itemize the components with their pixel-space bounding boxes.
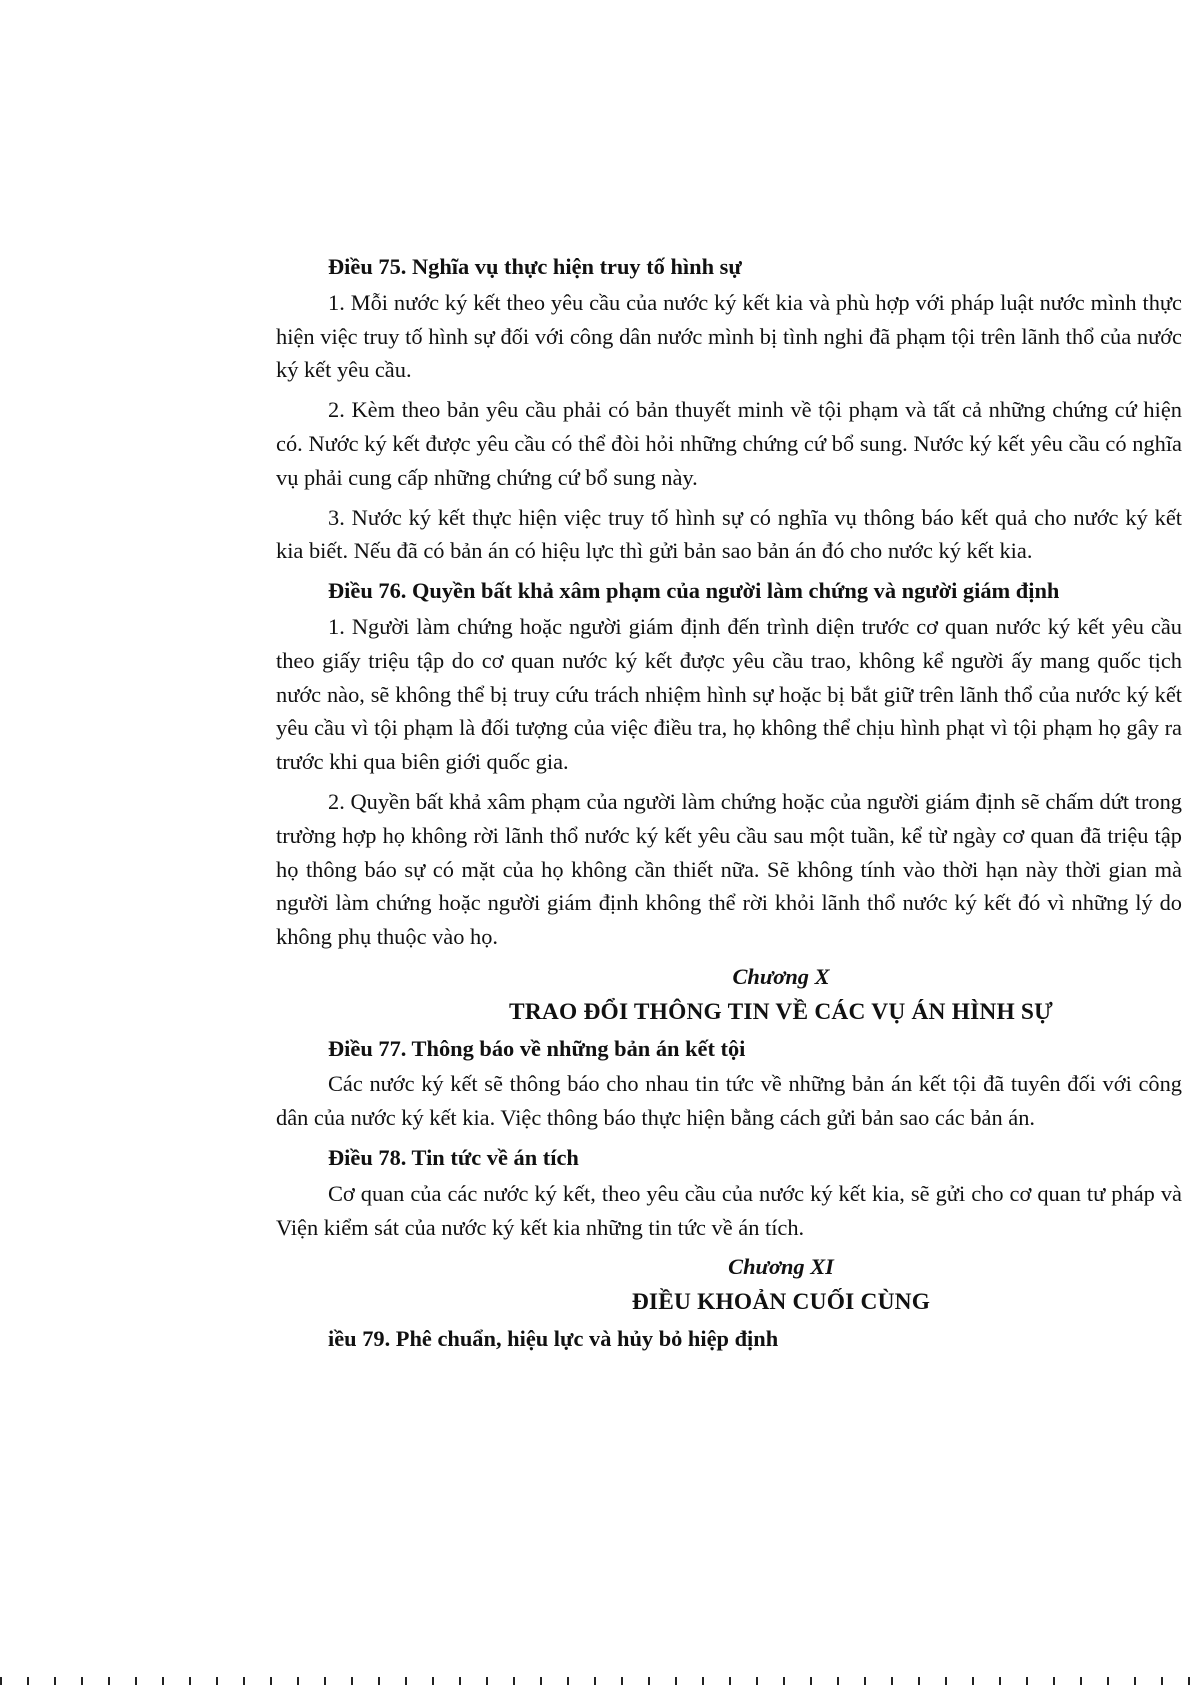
article-79-heading: iều 79. Phê chuẩn, hiệu lực và hủy bỏ hiệp định: [328, 1325, 779, 1351]
article-76-heading: Điều 76. Quyền bất khả xâm phạm của người làm chứng và người giám định: [328, 578, 1060, 604]
article-75-heading: Điều 75. Nghĩa vụ thực hiện truy tố hình sự: [328, 254, 742, 279]
document-page: [276, 250, 1182, 1358]
chapter-10-title: TRAO ĐỔI THÔNG TIN VỀ CÁC VỤ ÁN HÌNH SỰ: [509, 998, 1053, 1025]
chapter-11-label: Chương XI: [728, 1254, 834, 1280]
article-78-heading: Điều 78. Tin tức về án tích: [328, 1144, 579, 1170]
article-77-paragraph-1: Các nước ký kết sẽ thông báo cho nhau tin tức về những bản án kết tội đã tuyên đối với công dân của nước ký kết kia. Việc thông báo thực hiện bằng cách gửi bản sao các bản án.: [276, 1071, 1182, 1131]
article-75-paragraph-3: 3. Nước ký kết thực hiện việc truy tố hình sự có nghĩa vụ thông báo kết quả cho nước ký kết kia biết. Nếu đã có bản án có hiệu lực thì gửi bản sao bản án đó cho nước ký kết kia.: [276, 504, 1182, 564]
article-78-paragraph-1: Cơ quan của các nước ký kết, theo yêu cầu của nước ký kết kia, sẽ gửi cho cơ quan tư pháp và Viện kiểm sát của nước ký kết kia những tin tức về án tích.: [276, 1180, 1182, 1240]
article-75-paragraph-2: 2. Kèm theo bản yêu cầu phải có bản thuyết minh về tội phạm và tất cả những chứng cứ hiện có. Nước ký kết được yêu cầu có thể đòi hỏi những chứng cứ bổ sung. Nước ký kết yêu cầu có nghĩa vụ phải cung cấp những chứng cứ bổ sung này.: [276, 397, 1182, 490]
article-76-paragraph-2: 2. Quyền bất khả xâm phạm của người làm chứng hoặc của người giám định sẽ chấm dứt trong trường hợp họ không rời lãnh thổ nước ký kết yêu cầu sau một tuần, kể từ ngày cơ quan đã triệu tập họ thông báo sự có mặt của họ không cần thiết nữa. Sẽ không tính vào thời hạn này thời gian mà người làm chứng hoặc người giám định không thể rời khỏi lãnh thổ nước ký kết đó vì những lý do không phụ thuộc vào họ.: [276, 788, 1182, 950]
article-75-paragraph-1: 1. Mỗi nước ký kết theo yêu cầu của nước ký kết kia và phù hợp với pháp luật nước mình thực hiện việc truy tố hình sự đối với công dân nước mình bị tình nghi đã phạm tội trên lãnh thổ của nước ký kết yêu cầu.: [276, 289, 1182, 383]
chapter-11-title: ĐIỀU KHOẢN CUỐI CÙNG: [631, 1289, 931, 1316]
article-77-heading: Điều 77. Thông báo về những bản án kết tội: [328, 1035, 746, 1061]
article-76-paragraph-1: 1. Người làm chứng hoặc người giám định đến trình diện trước cơ quan nước ký kết yêu cầu theo giấy triệu tập do cơ quan nước ký kết được yêu cầu trao, không kể người ấy mang quốc tịch nước nào, sẽ không thể bị truy cứu trách nhiệm hình sự hoặc bị bắt giữ trên lãnh thổ của nước ký kết yêu cầu vì tội phạm là đối tượng của việc điều tra, họ không thể chịu hình phạt vì tội phạm họ gây ra trước khi qua biên giới quốc gia.: [276, 613, 1182, 775]
page-edge-marks: [0, 1677, 1192, 1685]
chapter-10-label: Chương X: [732, 963, 830, 989]
